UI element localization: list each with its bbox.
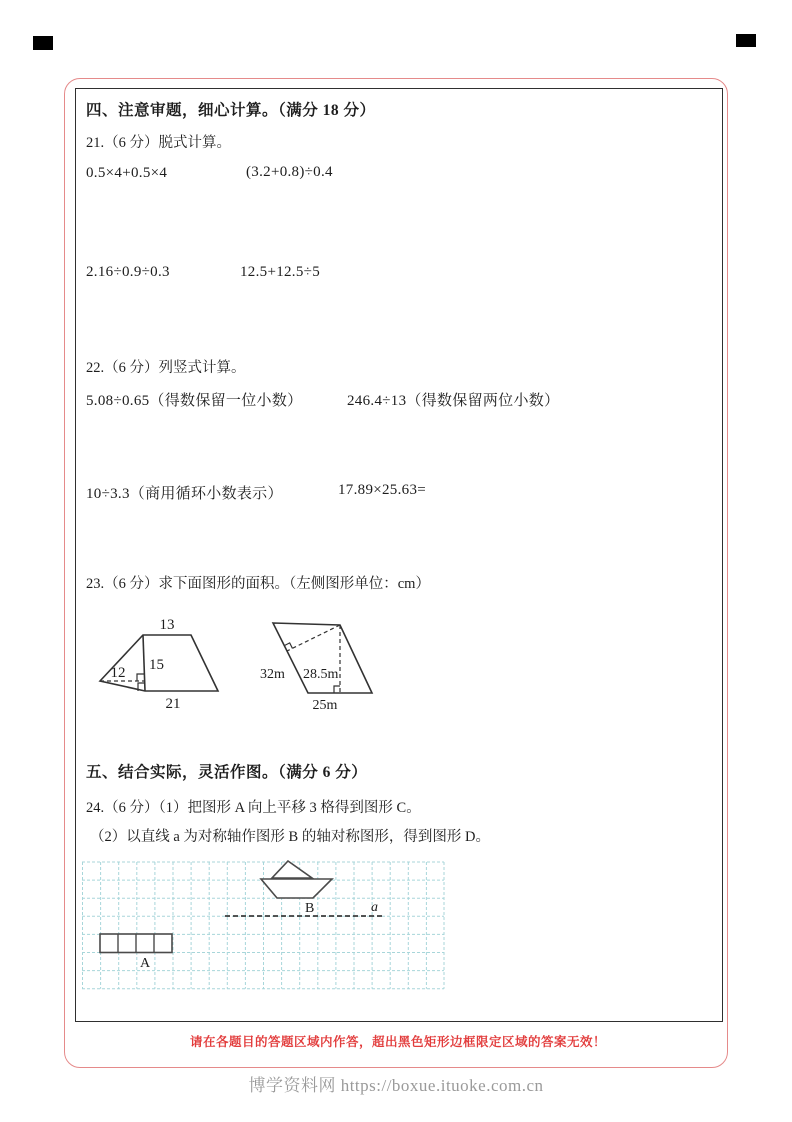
q22-expression-2: 246.4÷13（得数保留两位小数）: [347, 393, 560, 409]
perpendicular-dashed-line: [287, 625, 340, 651]
q21-expression-4: 12.5+12.5÷5: [240, 264, 320, 280]
shape-A-label: A: [140, 956, 151, 971]
q21-expression-1: 0.5×4+0.5×4: [86, 165, 168, 181]
right-angle-mark: [334, 686, 340, 693]
shape-B-boat: [261, 861, 332, 898]
dim-top-side: 13: [159, 617, 175, 633]
q23-figure-left: [88, 611, 238, 711]
dim-height: 28.5m: [303, 667, 339, 682]
dim-bottom-side: 21: [165, 696, 181, 711]
boat-sail: [272, 861, 312, 878]
question-24-line2: （2）以直线 a 为对称轴作图形 B 的轴对称图形，得到图形 D。: [90, 829, 490, 845]
dim-slant-side: 32m: [260, 667, 285, 682]
q21-expression-2: (3.2+0.8)÷0.4: [246, 164, 333, 180]
question-22-label: 22.（6 分）列竖式计算。: [86, 360, 246, 376]
axis-label-a: a: [371, 900, 378, 915]
shape-A-strip: [100, 934, 172, 953]
q22-expression-1: 5.08÷0.65（得数保留一位小数）: [86, 393, 303, 409]
parallelogram-outline: [273, 623, 372, 693]
dim-triangle-height: 12: [110, 665, 126, 681]
registration-mark-right: [736, 34, 756, 47]
q22-expression-4: 17.89×25.63=: [338, 482, 427, 498]
q21-expression-3: 2.16÷0.9÷0.3: [86, 264, 170, 280]
registration-mark-left: [33, 36, 53, 50]
question-24-line1: 24.（6 分）（1）把图形 A 向上平移 3 格得到图形 C。: [86, 800, 421, 816]
q23-figure-right: [256, 608, 406, 718]
q24-drawing-grid: [82, 860, 446, 991]
boat-hull: [261, 879, 332, 898]
right-angle-mark: [137, 674, 144, 681]
question-21-label: 21.（6 分）脱式计算。: [86, 135, 231, 151]
site-footer: 博学资料网 https://boxue.ituoke.com.cn: [248, 1076, 544, 1095]
question-23-label: 23.（6 分）求下面图形的面积。（左侧图形单位：cm）: [86, 576, 430, 592]
q22-expression-3: 10÷3.3（商用循环小数表示）: [86, 486, 283, 502]
section-4-title: 四、注意审题，细心计算。（满分 18 分）: [86, 102, 376, 119]
answer-area-notice: 请在各题目的答题区域内作答，超出黑色矩形边框限定区域的答案无效！: [189, 1035, 606, 1049]
dim-bottom-side: 25m: [312, 698, 338, 713]
shape-B-label: B: [305, 901, 315, 916]
section-5-title: 五、结合实际，灵活作图。（满分 6 分）: [86, 764, 368, 781]
dim-height: 15: [149, 657, 164, 673]
